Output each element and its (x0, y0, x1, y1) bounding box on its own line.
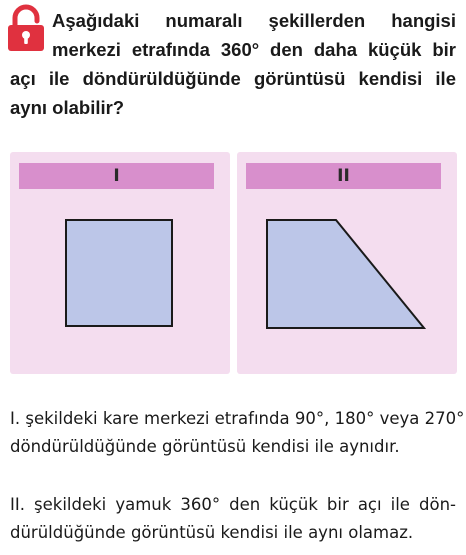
question-line-3: açı ile döndürüldüğünde görüntüsü kendisi ile (10, 68, 456, 89)
explanation-1-line-1: I. şekildeki kare merkezi etrafında 90°, 180° veya 270° (10, 409, 465, 428)
question-text (10, 6, 456, 122)
figure-panel-2 (237, 152, 457, 374)
explanation-2-line-1: II. şekildeki yamuk 360° den küçük bir açı ile dön- (10, 495, 456, 514)
figure-panel-1 (10, 152, 230, 374)
figure-1-canvas (10, 152, 230, 374)
explanation-1-line-2: döndürüldüğünde görüntüsü kendisi ile aynıdır. (10, 437, 400, 456)
explanation-2 (10, 491, 456, 547)
square-shape (66, 220, 172, 326)
question-line-1: Aşağıdaki numaralı şekillerden hangisi (52, 10, 456, 31)
question-line-4: aynı olabilir? (10, 97, 125, 118)
figure-label-2: II (246, 163, 441, 189)
explanation-1 (10, 405, 465, 461)
figure-2-canvas (237, 152, 457, 374)
question-line-2: merkezi etrafında 360° den daha küçük bir (52, 39, 456, 60)
trapezoid-shape (267, 220, 424, 328)
explanation-2-line-2: dürüldüğünde görüntüsü kendisi ile aynı olamaz. (10, 523, 414, 542)
figure-label-1: I (19, 163, 214, 189)
